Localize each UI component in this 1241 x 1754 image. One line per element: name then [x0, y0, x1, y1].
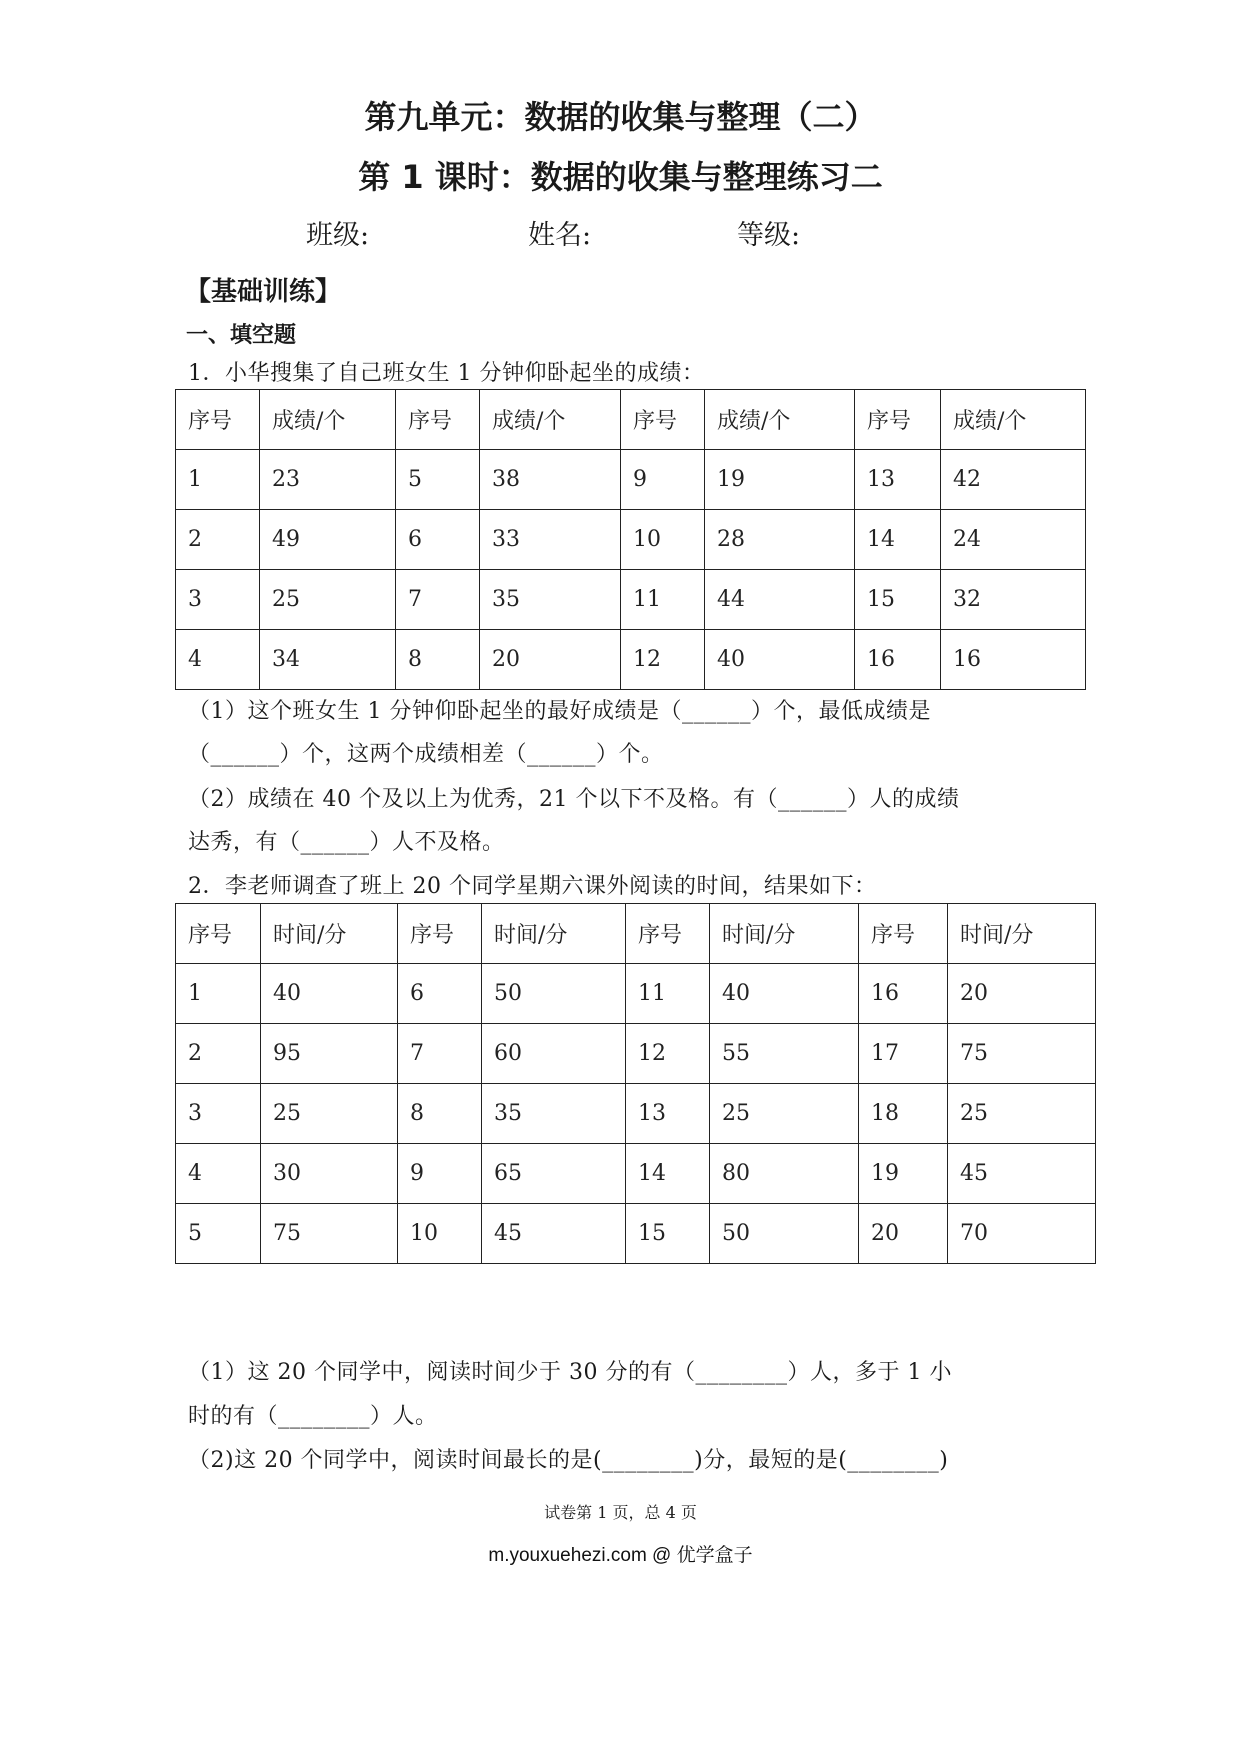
table-header-cell: 序号 — [176, 390, 260, 450]
table-cell: 12 — [621, 630, 705, 690]
table-cell: 3 — [176, 570, 260, 630]
table-header-cell: 序号 — [626, 904, 710, 964]
table-header-cell: 序号 — [176, 904, 261, 964]
table-row — [176, 964, 1096, 1024]
table-cell: 10 — [621, 510, 705, 570]
class-label: 班级: — [306, 220, 370, 251]
table-cell: 16 — [859, 964, 948, 1024]
table-cell: 35 — [482, 1084, 626, 1144]
table-header-cell: 序号 — [859, 904, 948, 964]
table-cell: 5 — [396, 450, 480, 510]
table-cell: 20 — [480, 630, 621, 690]
section-heading: 【基础训练】 — [185, 277, 342, 307]
table-cell: 18 — [859, 1084, 948, 1144]
table-cell: 32 — [941, 570, 1086, 630]
table-cell: 12 — [626, 1024, 710, 1084]
table-cell: 95 — [261, 1024, 398, 1084]
table-cell: 55 — [710, 1024, 859, 1084]
table-cell: 9 — [398, 1144, 482, 1204]
table-cell: 1 — [176, 964, 261, 1024]
table-cell: 44 — [705, 570, 855, 630]
table-row — [176, 510, 1086, 570]
table-cell: 8 — [396, 630, 480, 690]
table-cell: 6 — [396, 510, 480, 570]
table-header-cell: 时间/分 — [482, 904, 626, 964]
table-header-cell: 成绩/个 — [705, 390, 855, 450]
table-header-row — [176, 904, 1096, 964]
table-cell: 20 — [948, 964, 1096, 1024]
table-row — [176, 1084, 1096, 1144]
table-cell: 9 — [621, 450, 705, 510]
table-cell: 15 — [855, 570, 941, 630]
page-title: 第九单元：数据的收集与整理（二） — [364, 98, 877, 136]
table-cell: 40 — [261, 964, 398, 1024]
table-cell: 38 — [480, 450, 621, 510]
q1-prompt: 1．小华搜集了自己班女生 1 分钟仰卧起坐的成绩： — [188, 361, 705, 386]
table-header-row — [176, 390, 1086, 450]
table-cell: 19 — [859, 1144, 948, 1204]
table-row — [176, 1144, 1096, 1204]
table-cell: 50 — [710, 1204, 859, 1264]
table-cell: 65 — [482, 1144, 626, 1204]
table-cell: 40 — [705, 630, 855, 690]
table-cell: 20 — [859, 1204, 948, 1264]
table-cell: 75 — [261, 1204, 398, 1264]
q2-sub1-line2: 时的有（________）人。 — [188, 1404, 438, 1429]
table-cell: 42 — [941, 450, 1086, 510]
table-cell: 15 — [626, 1204, 710, 1264]
table-cell: 25 — [261, 1084, 398, 1144]
table-header-cell: 成绩/个 — [480, 390, 621, 450]
table-cell: 13 — [855, 450, 941, 510]
table-cell: 17 — [859, 1024, 948, 1084]
q1-sub1-line2: （______）个，这两个成绩相差（______）个。 — [188, 742, 664, 767]
table-header-cell: 序号 — [398, 904, 482, 964]
table-row — [176, 450, 1086, 510]
table-header-cell: 序号 — [396, 390, 480, 450]
table-cell: 6 — [398, 964, 482, 1024]
table-cell: 4 — [176, 630, 260, 690]
table-cell: 11 — [621, 570, 705, 630]
table-cell: 14 — [626, 1144, 710, 1204]
q2-sub1-line1: （1）这 20 个同学中，阅读时间少于 30 分的有（________）人，多于 1 小 — [188, 1360, 952, 1385]
q2-prompt: 2．李老师调查了班上 20 个同学星期六课外阅读的时间，结果如下： — [188, 874, 877, 899]
table-header-cell: 时间/分 — [948, 904, 1096, 964]
q2-sub2-line1: （2)这 20 个同学中，阅读时间最长的是(________)分，最短的是(________) — [188, 1448, 949, 1473]
table-cell: 10 — [398, 1204, 482, 1264]
table-cell: 5 — [176, 1204, 261, 1264]
table-header-cell: 时间/分 — [261, 904, 398, 964]
table-cell: 4 — [176, 1144, 261, 1204]
table-cell: 11 — [626, 964, 710, 1024]
table-cell: 75 — [948, 1024, 1096, 1084]
table-row — [176, 1204, 1096, 1264]
table-cell: 14 — [855, 510, 941, 570]
table-cell: 24 — [941, 510, 1086, 570]
table-cell: 35 — [480, 570, 621, 630]
table-cell: 13 — [626, 1084, 710, 1144]
table-header-cell: 序号 — [855, 390, 941, 450]
table-cell: 28 — [705, 510, 855, 570]
table-cell: 60 — [482, 1024, 626, 1084]
table-cell: 45 — [948, 1144, 1096, 1204]
table-cell: 2 — [176, 510, 260, 570]
table-cell: 19 — [705, 450, 855, 510]
table-cell: 7 — [398, 1024, 482, 1084]
page-footer: 试卷第 1 页，总 4 页 — [544, 1503, 697, 1522]
name-label: 姓名: — [528, 220, 592, 251]
table-cell: 40 — [710, 964, 859, 1024]
table-row — [176, 1024, 1096, 1084]
table-header-cell: 序号 — [621, 390, 705, 450]
q1-sub2-line1: （2）成绩在 40 个及以上为优秀，21 个以下不及格。有（______）人的成绩 — [188, 787, 960, 812]
table-cell: 25 — [260, 570, 396, 630]
table-row — [176, 570, 1086, 630]
page-subtitle: 第 1 课时：数据的收集与整理练习二 — [358, 158, 883, 196]
table-cell: 70 — [948, 1204, 1096, 1264]
table-cell: 3 — [176, 1084, 261, 1144]
table-header-cell: 时间/分 — [710, 904, 859, 964]
table-row — [176, 630, 1086, 690]
table-cell: 1 — [176, 450, 260, 510]
table-header-cell: 成绩/个 — [260, 390, 396, 450]
q1-sub2-line2: 达秀，有（______）人不及格。 — [188, 830, 505, 855]
table-cell: 16 — [941, 630, 1086, 690]
table-cell: 8 — [398, 1084, 482, 1144]
table-cell: 30 — [261, 1144, 398, 1204]
table-cell: 33 — [480, 510, 621, 570]
q1-table — [175, 389, 1086, 690]
table-cell: 50 — [482, 964, 626, 1024]
table-cell: 45 — [482, 1204, 626, 1264]
table-cell: 25 — [948, 1084, 1096, 1144]
table-cell: 23 — [260, 450, 396, 510]
subsection-heading: 一、填空题 — [186, 323, 297, 348]
q1-sub1-line1: （1）这个班女生 1 分钟仰卧起坐的最好成绩是（______）个，最低成绩是 — [188, 699, 931, 724]
table-cell: 25 — [710, 1084, 859, 1144]
table-cell: 2 — [176, 1024, 261, 1084]
table-cell: 16 — [855, 630, 941, 690]
watermark-text: m.youxuehezi.com @ 优学盒子 — [488, 1545, 753, 1566]
grade-label: 等级: — [737, 220, 801, 251]
table-cell: 49 — [260, 510, 396, 570]
table-cell: 7 — [396, 570, 480, 630]
table-cell: 34 — [260, 630, 396, 690]
table-cell: 80 — [710, 1144, 859, 1204]
table-header-cell: 成绩/个 — [941, 390, 1086, 450]
q2-table — [175, 903, 1096, 1264]
